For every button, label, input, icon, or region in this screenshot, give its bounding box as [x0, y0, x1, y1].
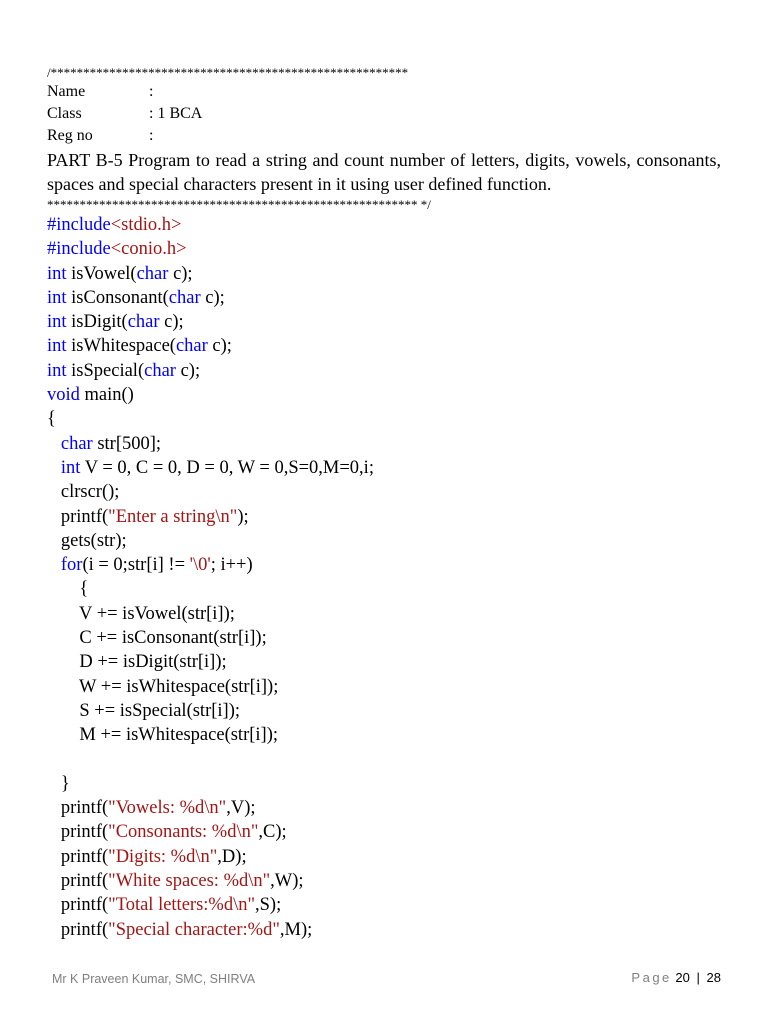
code-line [47, 529, 721, 553]
code-keyword: #include [47, 215, 111, 235]
code-text: ,V); [226, 798, 256, 819]
code-line [47, 262, 721, 286]
code-text: isVowel( [66, 263, 137, 284]
header-label: Name [47, 83, 86, 100]
code-keyword: char [144, 360, 176, 381]
code-keyword: char [175, 336, 208, 357]
code-text: ,W); [270, 871, 304, 892]
code-keyword: int [47, 287, 67, 308]
code-text: isSpecial( [66, 360, 145, 381]
code-string: <stdio.h> [110, 215, 182, 235]
code-text: (i = 0;str[i] != [82, 555, 190, 576]
code-line [47, 407, 721, 431]
comment-close-line: ********************************************************* */ [47, 197, 431, 212]
code-line [47, 893, 721, 917]
code-keyword: int [47, 263, 67, 284]
footer-page-number [631, 970, 721, 985]
code-keyword: int [47, 312, 67, 333]
code-string: <conio.h> [110, 239, 187, 260]
code-string: "Vowels: %d\n" [108, 798, 227, 819]
code-text: c); [207, 336, 232, 357]
code-text: isConsonant( [66, 287, 169, 308]
code-text: ,M); [279, 919, 313, 940]
code-line [47, 577, 721, 601]
code-text: ,D); [217, 846, 247, 867]
code-text: D += isDigit(str[i]); [47, 652, 227, 673]
code-line [47, 237, 721, 261]
code-text: c); [175, 360, 201, 381]
page-current: 20 [675, 970, 690, 985]
code-string: "White spaces: %d\n" [108, 871, 271, 892]
code-text: } [47, 773, 70, 794]
code-line [47, 675, 721, 699]
code-line [47, 359, 721, 383]
code-text: ,S); [255, 895, 282, 916]
code-line [47, 869, 721, 893]
code-text: str[500]; [92, 433, 162, 454]
code-keyword: int [47, 336, 67, 357]
code-line [47, 553, 721, 577]
code-line [47, 820, 721, 844]
code-text: W += isWhitespace(str[i]); [47, 676, 279, 697]
code-text: { [47, 409, 56, 430]
code-text [47, 555, 61, 575]
code-string: "Special character:%d" [108, 919, 280, 940]
code-text: printf( [47, 798, 109, 819]
code-line [47, 918, 721, 942]
code-text: V = 0, C = 0, D = 0, W = 0,S=0,M=0,i; [80, 457, 374, 478]
code-text: { [47, 579, 89, 600]
header-row-class [47, 103, 721, 125]
code-text: S += isSpecial(str[i]); [47, 700, 240, 721]
code-text: isDigit( [66, 312, 128, 333]
code-keyword: char [60, 433, 93, 454]
code-text: printf( [47, 822, 109, 843]
code-line [47, 383, 721, 407]
code-line [47, 626, 721, 650]
code-text: printf( [47, 846, 109, 867]
code-line [47, 699, 721, 723]
code-keyword: char [127, 312, 160, 333]
code-line [47, 334, 721, 358]
code-line [47, 456, 721, 480]
code-line [47, 650, 721, 674]
page-total: 28 [706, 970, 721, 985]
code-keyword: #include [47, 239, 111, 260]
code-string: "Enter a string\n" [108, 506, 238, 527]
code-line [47, 432, 721, 456]
code-text: ; i++) [210, 555, 253, 576]
code-text: printf( [47, 919, 109, 940]
code-line [47, 748, 721, 772]
code-text: main() [79, 385, 134, 406]
page-word: Page [631, 970, 672, 985]
header-label: Reg no [47, 127, 93, 144]
code-text: printf( [47, 895, 109, 916]
code-text [47, 434, 61, 454]
code-text: c); [159, 312, 184, 333]
code-text: isWhitespace( [66, 336, 176, 357]
code-line [47, 480, 721, 504]
footer-author: Mr K Praveen Kumar, SMC, SHIRVA [52, 972, 256, 986]
code-text: M += isWhitespace(str[i]); [47, 725, 278, 746]
code-text: C += isConsonant(str[i]); [47, 628, 267, 649]
code-line [47, 723, 721, 747]
code-keyword: int [47, 360, 67, 381]
code-string: "Total letters:%d\n" [108, 895, 256, 916]
code-text: V += isVowel(str[i]); [47, 603, 235, 624]
code-line [47, 602, 721, 626]
code-keyword: char [168, 287, 201, 308]
code-line [47, 505, 721, 529]
code-block [47, 213, 721, 942]
code-text: gets(str); [47, 530, 127, 551]
code-text: ,C); [258, 822, 287, 843]
code-text: clrscr(); [47, 482, 120, 503]
header-value: : 1 BCA [149, 105, 203, 122]
code-line [47, 213, 721, 237]
page-separator: | [696, 970, 700, 985]
header-row-reg-no [47, 125, 721, 147]
comment-open-line: /******************************************************* [47, 65, 409, 80]
code-keyword: void [47, 385, 80, 406]
code-text: c); [200, 287, 225, 308]
page-content [47, 64, 721, 942]
code-text: printf( [47, 871, 109, 892]
code-string: "Consonants: %d\n" [108, 822, 259, 843]
code-line [47, 796, 721, 820]
code-text: printf( [47, 506, 109, 527]
header-value: : [149, 83, 154, 100]
code-keyword: char [136, 263, 169, 284]
code-string: "Digits: %d\n" [108, 846, 218, 867]
code-text: c); [168, 263, 193, 284]
code-string: '\0' [189, 555, 211, 576]
header-row-name [47, 81, 721, 103]
code-text: ); [237, 506, 249, 527]
code-line [47, 845, 721, 869]
header-value: : [149, 127, 154, 144]
code-keyword: int [60, 457, 81, 478]
code-text [47, 458, 61, 478]
program-description: PART B-5 Program to read a string and count number of letters, digits, vowels, consonants, spaces and special characters present in it using user defined function. [47, 150, 721, 194]
code-line [47, 310, 721, 334]
code-line [47, 286, 721, 310]
code-keyword: for [60, 555, 83, 576]
header-label: Class [47, 105, 82, 122]
code-line [47, 772, 721, 796]
